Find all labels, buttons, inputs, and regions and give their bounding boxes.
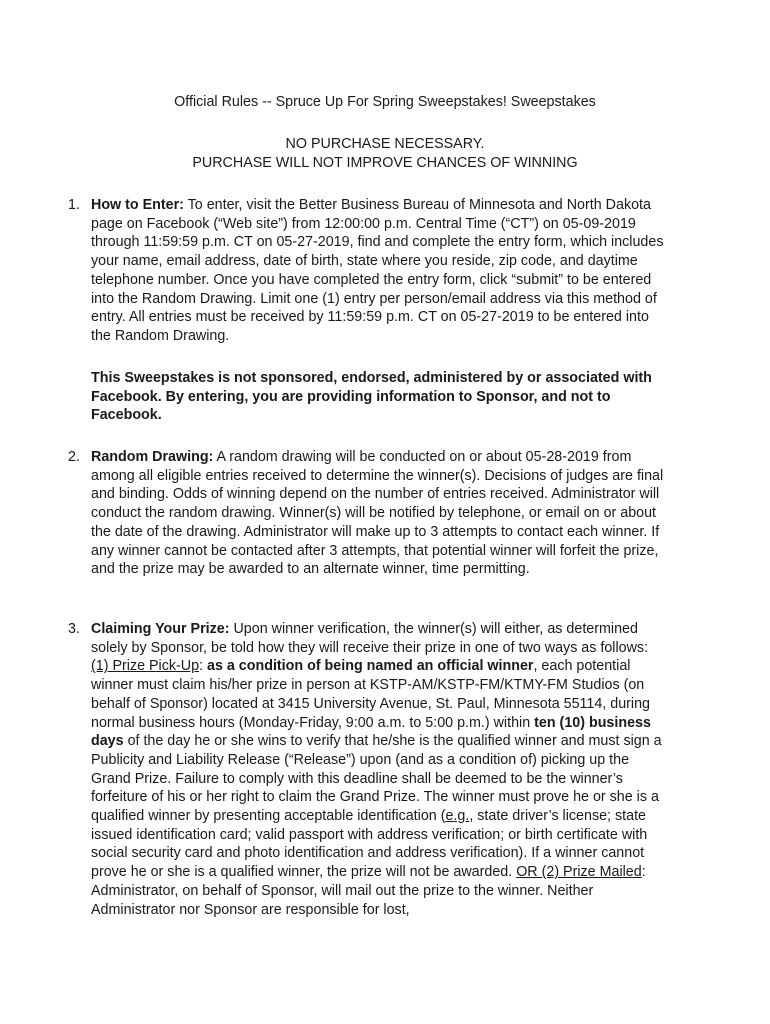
- section-body: [91, 620, 669, 919]
- section-text: To enter, visit the Better Business Bureau of Minnesota and North Dakota page on Facebook (“Web site”) from 12:00:00 p.m. Central Time (“CT”) on 05-09-2019 through 11:59:59 p.m. CT on 05-27-2019, find and complete the entry form, which includes your name, email address, date of birth, state where you reside, zip code, and daytime telephone number. Once you have completed the entry form, click “submit” to be entered into the Random Drawing. Limit one (1) entry per person/email address via this method of entry. All entries must be received by 11:59:59 p.m. CT on 05-27-2019 to be entered into the Random Drawing.: [91, 197, 664, 344]
- section-heading: Claiming Your Prize:: [91, 621, 230, 637]
- section-body: [91, 448, 669, 579]
- section-body: [91, 196, 669, 346]
- section-text: :: [199, 658, 207, 675]
- document-title: Official Rules -- Spruce Up For Spring Sweepstakes! Sweepstakes: [174, 94, 596, 110]
- section-text: , state driver’s license; state issued identification card; valid passport with address verification; or birth certificate with social security card and photo identification and address verification). If a winner cannot prove he or she is a qualified winner, the prize will not be awarded.: [91, 808, 648, 881]
- claim-deadline: ten (10) business days: [91, 714, 651, 750]
- section-number: 1.: [68, 197, 80, 213]
- section-number: 3.: [68, 621, 80, 637]
- section-text: A random drawing will be conducted on or about 05-28-2019 from among all eligible entries received to determine the winner(s). Decisions of judges are final and binding. Odds of winning depend on the number of entries received. Administrator will conduct the random drawing. Winner(s) will be notified by telephone, or email on or about the date of the drawing. Administrator will make up to 3 attempts to contact each winner. If any winner cannot be contacted after 3 attempts, that potential winner will forfeit the prize, and the prize may be awarded to an alternate winner, time permitting.: [91, 449, 664, 578]
- section-heading: Random Drawing:: [91, 449, 214, 465]
- prize-mailed-label: OR (2) Prize Mailed: [516, 864, 642, 881]
- section-number: 2.: [68, 449, 80, 465]
- section-text: , each potential winner must claim his/her prize in person at KSTP-AM/KSTP-FM/KTMY-FM Studios (on behalf of Sponsor) located at 3415 University Avenue, St. Paul, Minnesota 55114, during normal business hours (Monday-Friday, 9:00 a.m. to 5:00 p.m.) within: [91, 658, 650, 731]
- prize-pickup-label: (1) Prize Pick-Up: [91, 658, 200, 675]
- eg-abbrev: e.g.: [445, 808, 470, 825]
- section-heading: How to Enter:: [91, 197, 184, 213]
- notice-line-2: PURCHASE WILL NOT IMPROVE CHANCES OF WINNING: [192, 154, 578, 171]
- facebook-disclaimer: This Sweepstakes is not sponsored, endorsed, administered by or associated with Facebook. By entering, you are providing information to Sponsor, and not to Facebook.: [91, 370, 652, 424]
- winner-condition: as a condition of being named an official winner: [207, 658, 534, 675]
- purchase-notice: [0, 135, 770, 172]
- section-text: of the day he or she wins to verify that he/she is the qualified winner and must sign a Publicity and Liability Release (“Release”) upon (and as a condition of) picking up the Grand Prize. Failure to comply with this deadline shall be deemed to be the winner’s forfeiture of his or her right to claim the Grand Prize. The winner must prove he or she is a qualified winner by presenting acceptable identification (: [91, 733, 662, 825]
- notice-line-1: NO PURCHASE NECESSARY.: [285, 136, 485, 152]
- section-text: Upon winner verification, the winner(s) will either, as determined solely by Sponsor, be told how they will receive their prize in one of two ways as follows:: [91, 621, 649, 656]
- section-text: : Administrator, on behalf of Sponsor, will mail out the prize to the winner. Neither Administrator nor Sponsor are responsible for lost,: [91, 864, 646, 918]
